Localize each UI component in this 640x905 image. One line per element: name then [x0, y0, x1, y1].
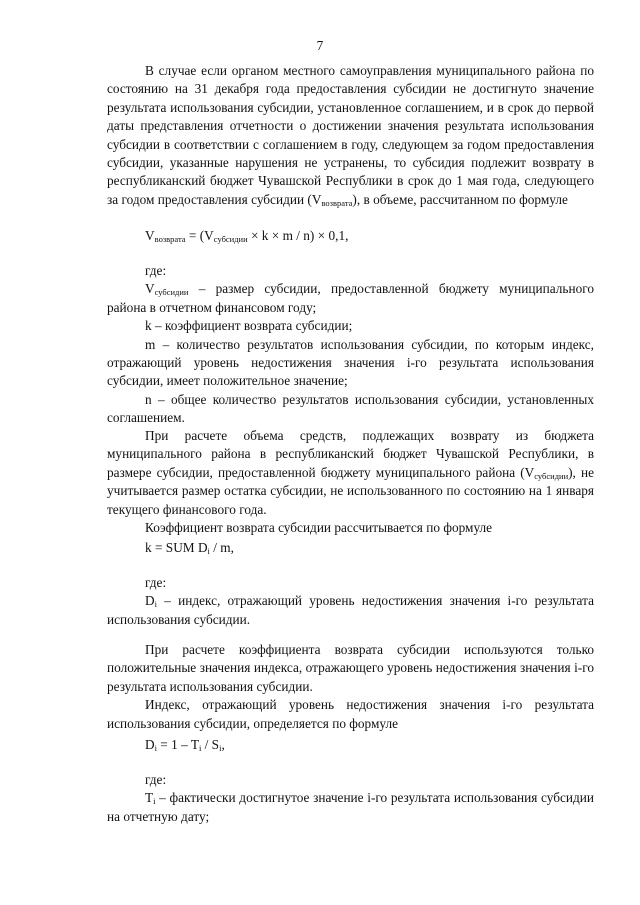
- definition-d: $D_i$ – индекс, отражающий уровень недостижения значения i-го результата использования субсидии.: [107, 593, 594, 627]
- block-definitions-2: [107, 574, 594, 629]
- paragraph-coefficient-formula-intro: Коэффициент возврата субсидии рассчитывается по формуле: [145, 520, 493, 536]
- definition-n: n – общее количество результатов использования субсидии, установленных соглашением.: [107, 391, 594, 426]
- definition-v-subsidy: $V_{субсидии}$ – размер субсидии, предоставленной бюджету муниципального района в отчетном финансовом году;: [107, 281, 594, 315]
- block-definitions-3: [107, 771, 594, 826]
- definition-t: $T_i$ – фактически достигнутое значение i-го результата использования субсидии на отчетную дату;: [107, 790, 594, 824]
- definition-m: m – количество результатов использования субсидии, по которым индекс, отражающий уровень недостижения значения i-го результата использования субсидии, имеет положительное значение;: [107, 336, 594, 389]
- paragraph-index-formula-intro: Индекс, отражающий уровень недостижения значения i-го результата использования субсидии, определяется по формуле: [107, 697, 594, 731]
- formula-coefficient: k = SUM $D_i$ / m,: [145, 540, 234, 556]
- block-definitions-1: [107, 262, 594, 428]
- block-2: [107, 427, 594, 537]
- formula-refund: $V_{возврата} = (V_{субсидии} \times k \times m / n) \times 0,1$,: [145, 228, 349, 244]
- where-label: где:: [145, 263, 167, 278]
- paragraph-refund-calculation: При расчете объема средств, подлежащих возврату из бюджета муниципального района в республиканский бюджет Чувашской Республики, в размере субсидии, предоставленной бюджету муниципального района $(V_{субсидии})$, не учитывается размер остатка субсидии, не использованного по состоянию на 1 января текущего финансового года.: [107, 428, 594, 517]
- where-label-3: где:: [145, 772, 167, 787]
- block-3: [107, 641, 594, 733]
- definition-k: k – коэффициент возврата субсидии;: [145, 318, 353, 334]
- formula-index: $D_i = 1 - T_i / S_i$,: [145, 737, 225, 753]
- where-label-2: где:: [145, 575, 167, 590]
- paragraph-refund-condition: В случае если органом местного самоуправления муниципального района по состоянию на 31 декабря года предоставления субсидии не достигнуто значение результата использования субсидии, установленное соглашением, и в срок до первой даты представления отчетности о достижении значения результата использования субсидии в соответствии с соглашением в году, следующем за годом предоставления субсидии, указанные нарушения не устранены, то субсидия подлежит возврату в республиканский бюджет Чувашской Республики в срок до 1 мая года, следующего за годом предоставления субсидии $(V_{возврата})$, в объеме, рассчитанном по формуле: [107, 63, 594, 208]
- page-number: 7: [316, 38, 324, 53]
- block-1: [107, 62, 594, 209]
- paragraph-positive-values: При расчете коэффициента возврата субсидии используются только положительные значения индекса, отражающего уровень недостижения значения i-го результата использования субсидии.: [107, 642, 594, 694]
